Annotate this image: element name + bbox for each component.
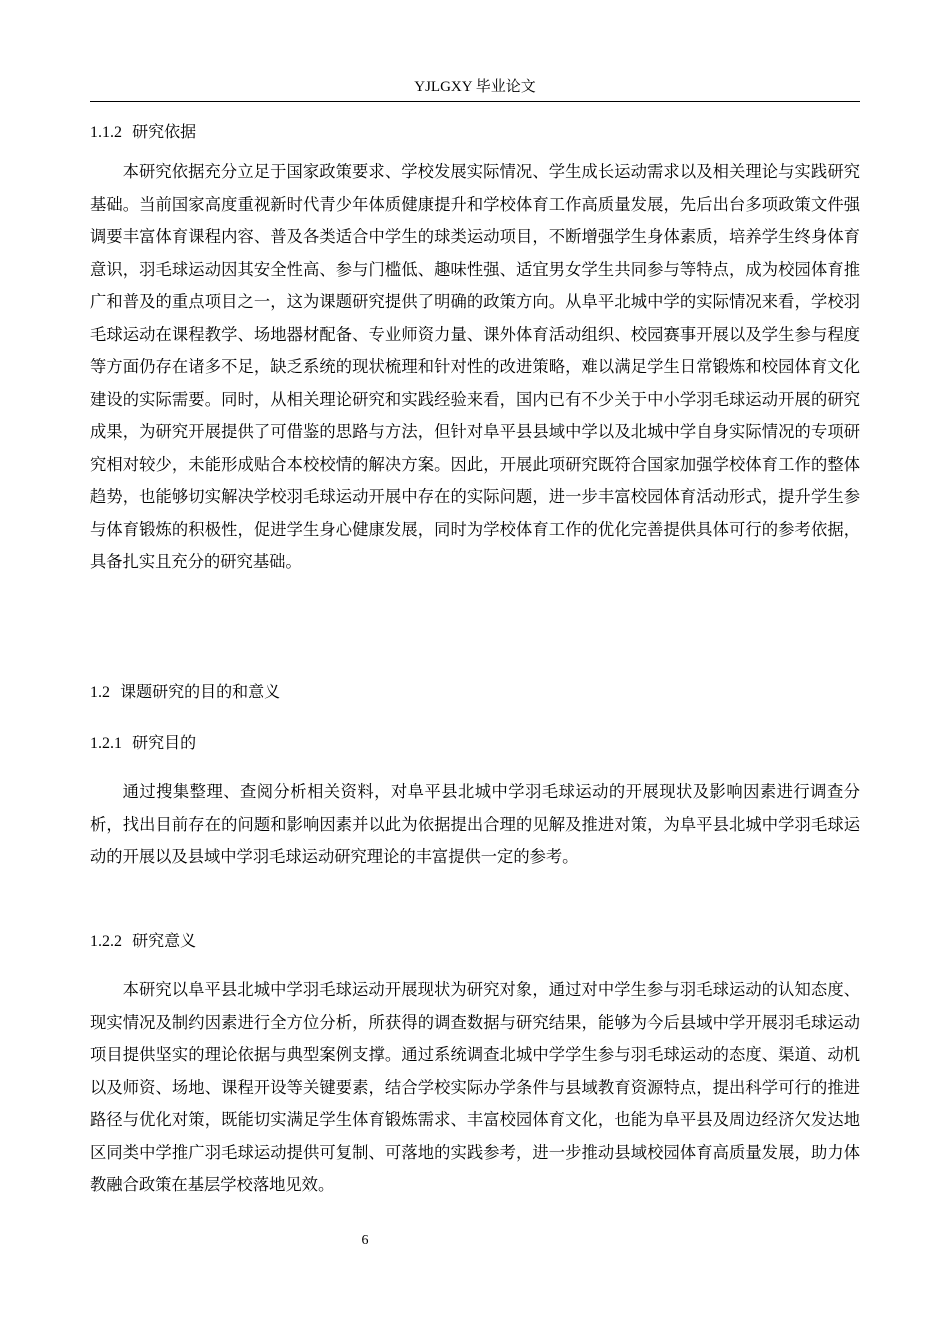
heading-title: 研究意义 bbox=[132, 931, 197, 950]
heading-1-1-2 bbox=[90, 122, 196, 143]
paragraph-research-purpose: 通过搜集整理、查阅分析相关资料，对阜平县北城中学羽毛球运动的开展现状及影响因素进行调查分析，找出目前存在的问题和影响因素并以此为依据提出合理的见解及推进对策，为阜平县北城中学羽毛球运动的开展以及县域中学羽毛球运动研究理论的丰富提供一定的参考。 bbox=[90, 782, 860, 866]
heading-number: 1.1.2 bbox=[90, 124, 122, 141]
heading-title: 课题研究的目的和意义 bbox=[120, 682, 281, 701]
heading-number: 1.2.2 bbox=[90, 933, 122, 950]
heading-1-2-2 bbox=[90, 931, 196, 952]
heading-number: 1.2 bbox=[90, 684, 110, 701]
running-header: YJLGXY 毕业论文 bbox=[414, 79, 536, 95]
heading-title: 研究目的 bbox=[132, 733, 197, 752]
heading-number: 1.2.1 bbox=[90, 735, 122, 752]
paragraph-research-significance: 本研究以阜平县北城中学羽毛球运动开展现状为研究对象，通过对中学生参与羽毛球运动的认知态度、现实情况及制约因素进行全方位分析，所获得的调查数据与研究结果，能够为今后县域中学开展羽毛球运动项目提供坚实的理论依据与典型案例支撑。通过系统调查北城中学学生参与羽毛球运动的态度、渠道、动机以及师资、场地、课程开设等关键要素，结合学校实际办学条件与县域教育资源特点，提出科学可行的推进路径与优化对策，既能切实满足学生体育锻炼需求、丰富校园体育文化，也能为阜平县及周边经济欠发达地区同类中学推广羽毛球运动提供可复制、可落地的实践参考，进一步推动县域校园体育高质量发展，助力体教融合政策在基层学校落地见效。 bbox=[90, 980, 860, 1194]
header-rule bbox=[90, 101, 860, 102]
heading-1-2-1 bbox=[90, 733, 196, 754]
page-number: 6 bbox=[361, 1233, 369, 1248]
paragraph-research-basis: 本研究依据充分立足于国家政策要求、学校发展实际情况、学生成长运动需求以及相关理论与实践研究基础。当前国家高度重视新时代青少年体质健康提升和学校体育工作高质量发展，先后出台多项政策文件强调要丰富体育课程内容、普及各类适合中学生的球类运动项目，不断增强学生身体素质，培养学生终身体育意识，羽毛球运动因其安全性高、参与门槛低、趣味性强、适宜男女学生共同参与等特点，成为校园体育推广和普及的重点项目之一，这为课题研究提供了明确的政策方向。从阜平北城中学的实际情况来看，学校羽毛球运动在课程教学、场地器材配备、专业师资力量、课外体育活动组织、校园赛事开展以及学生参与程度等方面仍存在诸多不足，缺乏系统的现状梳理和针对性的改进策略，难以满足学生日常锻炼和校园体育文化建设的实际需要。同时，从相关理论研究和实践经验来看，国内已有不少关于中小学羽毛球运动开展的研究成果，为研究开展提供了可借鉴的思路与方法，但针对阜平县县域中学以及北城中学自身实际情况的专项研究相对较少，未能形成贴合本校校情的解决方案。因此，开展此项研究既符合国家加强学校体育工作的整体趋势，也能够切实解决学校羽毛球运动开展中存在的实际问题，进一步丰富校园体育活动形式，提升学生参与体育锻炼的积极性，促进学生身心健康发展，同时为学校体育工作的优化完善提供具体可行的参考依据，具备扎实且充分的研究基础。 bbox=[90, 162, 860, 571]
heading-title: 研究依据 bbox=[132, 122, 197, 141]
heading-1-2 bbox=[90, 682, 280, 703]
